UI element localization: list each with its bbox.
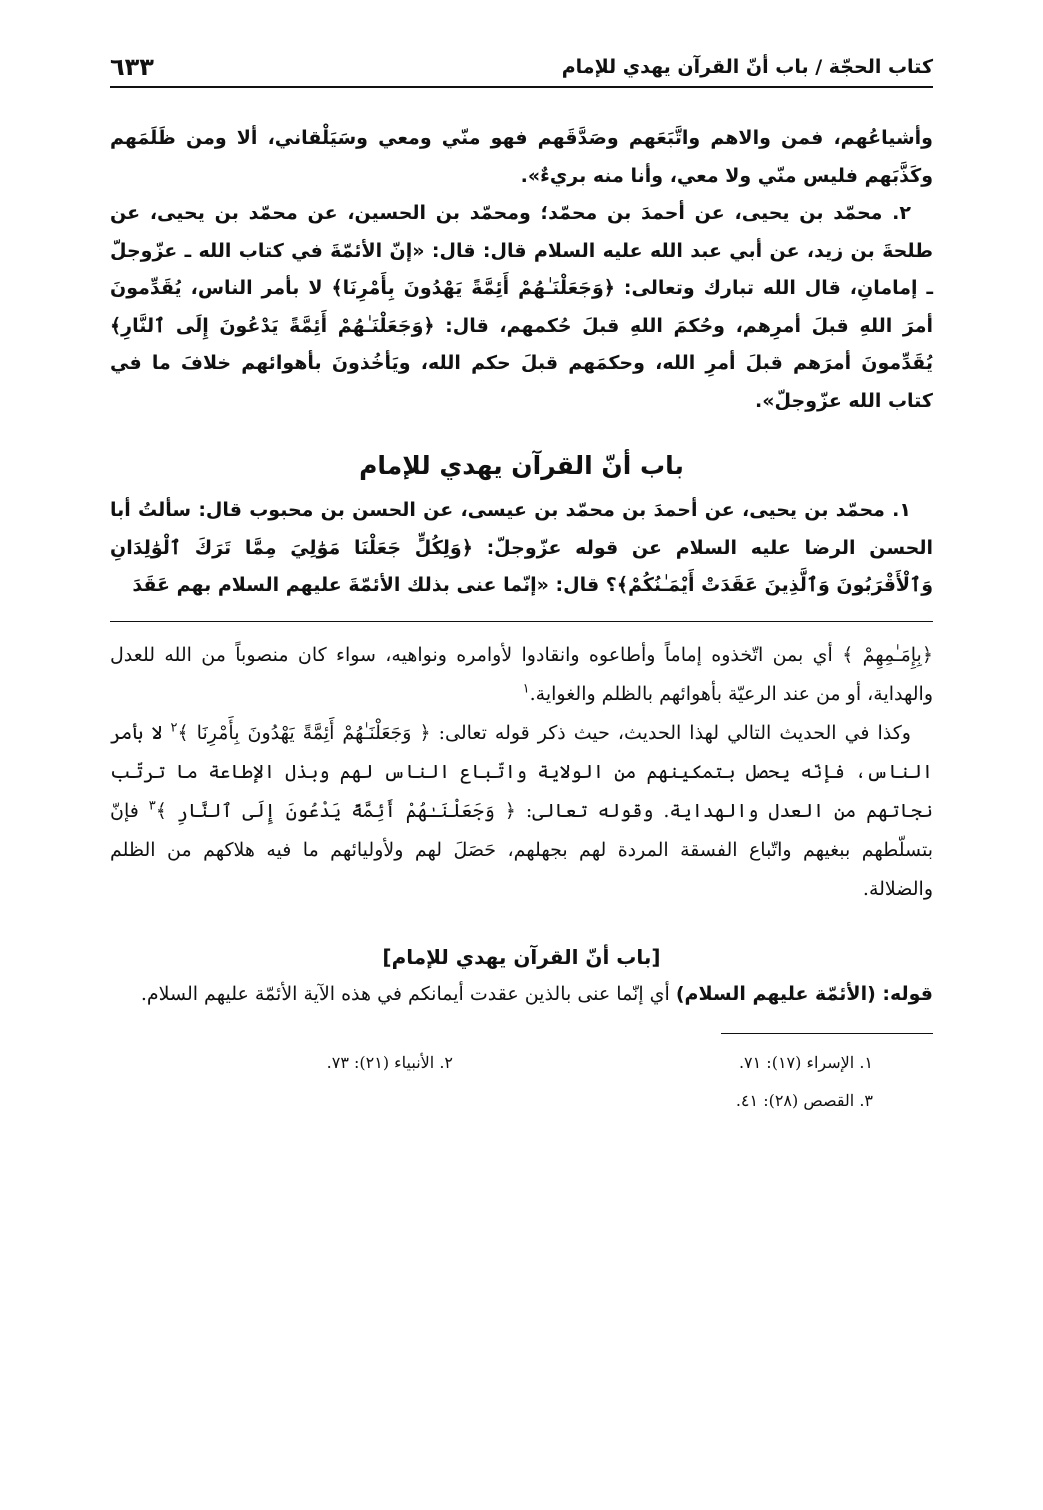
main-paragraph: وأشياعُهم، فمن والاهم واتَّبَعَهم وصَدَّقَهم فهو منّي ومعي وسَيَلْقاني، ألا ومن ظَلَمَهم وكَذَّبَهم فليس منّي ولا معي، وأنا منه بريءٌ». xyxy=(110,127,933,187)
commentary-text: وكذا في الحديث التالي لهذا الحديث، حيث ذكر قوله تعالى: ﴿ وَجَعَلْنَـٰهُمْ أَئِمَّةً يَهْدُونَ بِأَمْرِنَا ﴾ xyxy=(177,721,911,744)
running-title: كتاب الحجّة / باب أنّ القرآن يهدي للإمام xyxy=(561,56,933,78)
chapter-heading: باب أنّ القرآن يهدي للإمام xyxy=(359,451,684,480)
commentary-paragraph xyxy=(110,714,933,909)
section-divider xyxy=(110,621,933,622)
footnote-marker: ٣ xyxy=(148,798,156,814)
footnote-item: ١. الإسراء (١٧): ٧١. xyxy=(738,1052,873,1072)
footnote-marker: ١ xyxy=(522,681,530,697)
running-header xyxy=(110,38,933,88)
commentary-keyword: قوله: (الأئمّة عليهم السلام) xyxy=(675,982,933,1005)
commentary-heading: [باب أنّ القرآن يهدي للإمام] xyxy=(382,944,661,969)
commentary-text: أي إنّما عنى بالذين عقدت أيمانكم في هذه الآية الأئمّة عليهم السلام. xyxy=(140,982,676,1005)
footnote-item: ٣. القصص (٢٨): ٤١. xyxy=(735,1090,873,1110)
hadith-paragraph: ١. محمّد بن يحيى، عن أحمدَ بن محمّد بن عيسى، عن الحسن بن محبوب قال: سألتُ أبا الحسن الرضا عليه السلام عن قوله عزّوجلّ: ﴿وَلِكُلٍّ جَعَلْنَا مَوَٰلِيَ مِمَّا تَرَكَ ٱلْوَٰلِدَانِ وَٱلْأَقْرَبُونَ وَٱلَّذِينَ عَقَدَتْ أَيْمَـٰنُكُمْ﴾؟ قال: «إنّما عنى بذلك الأئمّةَ عليهم السلام بهم عَقَدَ xyxy=(110,499,933,596)
main-text xyxy=(110,120,933,605)
footnotes xyxy=(110,1044,933,1120)
hadith-paragraph: ٢. محمّد بن يحيى، عن أحمدَ بن محمّد؛ ومحمّد بن الحسين، عن محمّد بن يحيى، عن طلحةَ بن زيد، عن أبي عبد الله‏ عليه السلام قال: قال: «إنّ الأئمّةَ في كتاب الله ـ عزّوجلّ ـ إمامانِ، قال الله تبارك وتعالى: ﴿وَجَعَلْنَـٰهُمْ أَئِمَّةً يَهْدُونَ بِأَمْرِنَا﴾ لا بأمر الناس، يُقَدِّمونَ أمرَ اللهِ قبلَ أمرِهم، وحُكمَ اللهِ قبلَ حُكمهم، قال: ﴿وَجَعَلْنَـٰهُمْ أَئِمَّةً يَدْعُونَ إِلَى ٱلنَّارِ﴾ يُقَدِّمونَ أمرَهم قبلَ أمرِ الله، وحكمَهم قبلَ حكم الله، ويَأخُذونَ بأهوائهم خلافَ ما في كتاب الله عزّوجلّ». xyxy=(110,202,933,412)
commentary xyxy=(110,636,933,909)
commentary-text: لا بأمر الناس، فإنّه يحصل بتمكينهم من الولاية واتّباع الناس لهم وبذل الإطاعة ما ترتّب نجاتهم من العدل والهداية. وقوله تعالى: ﴿ وَجَعَلْنَـٰهُمْ أَئِمَّةً يَدْعُونَ إِلَى ٱلنَّارِ ﴾ xyxy=(110,721,933,822)
footnote-rule xyxy=(721,1033,933,1034)
footnote-item: ٢. الأنبياء (٢١): ٧٣. xyxy=(326,1052,453,1072)
page-number: ٦٣٣ xyxy=(110,53,154,81)
commentary-text: بِإِمَـٰمِهِمْ ﴾ أي بمن اتّخذوه إماماً وأطاعوه وانقادوا لأوامره ونواهيه، سواء كان منصوباً من الله للعدل والهداية، أو من عند الرعيّة بأهوائهم بالظلم والغواية. xyxy=(110,643,933,705)
commentary-paragraph xyxy=(110,975,933,1013)
quote-open: ﴿ xyxy=(921,643,933,666)
commentary-paragraph xyxy=(110,636,933,714)
footnote-marker: ٢ xyxy=(170,720,178,736)
book-page xyxy=(110,38,933,1478)
commentary-text: فإنّ بتسلّطهم ببغيهم واتّباع الفسقة المردة لهم بجهلهم، حَصَلَ لهم ولأوليائهم ما فيه هلاكهم من الظلم والضلالة. xyxy=(110,799,933,900)
